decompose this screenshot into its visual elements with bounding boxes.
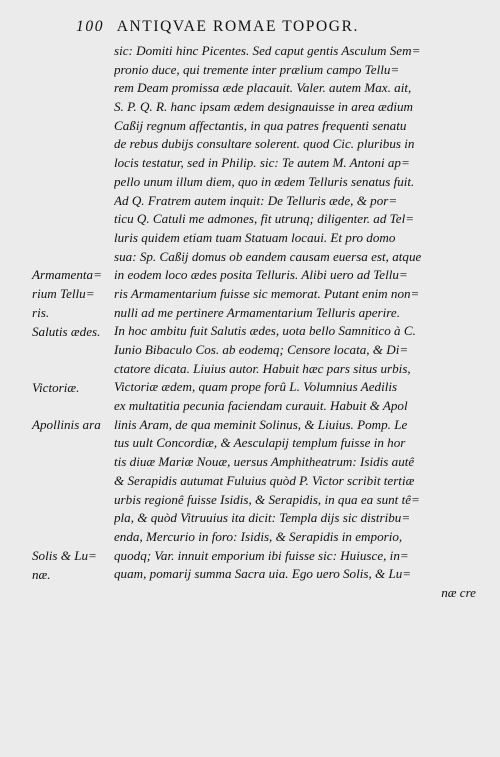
text-line: ticu Q. Catuli me admones, fit utrunq; diligenter. ad Tel= bbox=[114, 211, 415, 227]
text-line: ris Armamentarium fuisse sic memorat. Putant enim non= bbox=[114, 285, 420, 301]
text-line: quodq; Var. innuit emporium ibi fuisse sic: Huiusce, in= bbox=[114, 547, 409, 563]
running-title: ANTIQVAE ROMAE TOPOGR. bbox=[116, 18, 360, 35]
text-line: rem Deam promissa æde placauit. Valer. autem Max. ait, bbox=[114, 80, 412, 96]
page-header bbox=[76, 18, 496, 36]
text-line: urbis regionê fuisse Isidis, & Serapidis, in qua ea sunt tê= bbox=[114, 491, 420, 507]
body-text bbox=[114, 42, 494, 603]
text-line: sua: Sp. Caßij domus ob eandem causam euersa est, atque bbox=[114, 248, 422, 264]
margin-note: næ. bbox=[32, 566, 51, 582]
text-line: pello unum illum diem, quo in ædem Telluris senatus fuit. bbox=[114, 173, 415, 189]
text-line: & Serapidis autumat Fuluius quòd P. Victor scribit tertiæ bbox=[114, 472, 415, 488]
text-line: de rebus dubijs consultare solerent. quod Cic. pluribus in bbox=[114, 136, 415, 152]
text-line: pronio duce, qui tremente inter prælium campo Tellu= bbox=[114, 61, 400, 77]
margin-note: Armamenta= bbox=[32, 267, 102, 283]
text-line: Ad Q. Fratrem autem inquit: De Telluris æde, & por= bbox=[114, 192, 398, 208]
text-line: ex multatitia pecunia faciendam curauit. Habuit & Apol bbox=[114, 398, 408, 414]
text-line: tis diuæ Mariæ Nouæ, uersus Amphitheatrum: Isidis autê bbox=[114, 454, 415, 470]
text-line: Caßij regnum affectantis, in qua patres frequenti senatu bbox=[114, 117, 407, 133]
folio-number: 100 bbox=[76, 18, 105, 35]
text-line: in eodem loco ædes posita Telluris. Alibi uero ad Tellu= bbox=[114, 267, 408, 283]
text-line: nulli ad me pertinere Armamentarium Telluris aperire. bbox=[114, 304, 400, 320]
text-line: locis testatur, sed in Philip. sic: Te autem M. Antoni ap= bbox=[114, 155, 410, 171]
text-line: In hoc ambitu fuit Salutis ædes, uota bello Samnitico à C. bbox=[114, 323, 416, 339]
margin-note: rium Tellu= bbox=[32, 286, 95, 302]
text-line: ctatore dicata. Liuius autor. Habuit hæc pars situs urbis, bbox=[114, 360, 411, 376]
margin-note: Apollinis ara bbox=[32, 417, 101, 432]
text-line: pla, & quòd Vitruuius ita dicit: Templa dijs sic distribu= bbox=[114, 510, 411, 526]
margin-note: Victoriæ. bbox=[32, 379, 80, 395]
text-line: Victoriæ ædem, quam prope forû L. Volumnius Aedilis bbox=[114, 379, 398, 395]
margin-note: Solis & Lu= bbox=[32, 547, 97, 563]
text-line: luris quidem etiam tuam Statuam locaui. Et pro domo bbox=[114, 229, 396, 245]
text-line: sic: Domiti hinc Picentes. Sed caput gentis Asculum Sem= bbox=[114, 43, 421, 58]
margin-note: ris. bbox=[32, 304, 50, 320]
text-line: linis Aram, de qua meminit Solinus, & Liuius. Pomp. Le bbox=[114, 416, 408, 432]
margin-note: Salutis ædes. bbox=[32, 323, 101, 339]
text-line: tus uult Concordiæ, & Aesculapij templum fuisse in hor bbox=[114, 435, 406, 451]
text-line: næ cre bbox=[441, 584, 476, 600]
text-line: enda, Mercurio in foro: Isidis, & Serapidis in emporio, bbox=[114, 528, 403, 544]
text-line: Iunio Bibaculo Cos. ab eodemq; Censore locata, & Di= bbox=[114, 342, 409, 357]
text-line: quam, pomarij summa Sacra uia. Ego uero Solis, & Lu= bbox=[114, 566, 412, 582]
text-line: S. P. Q. R. hanc ipsam ædem designauisse in area ædium bbox=[114, 99, 413, 115]
